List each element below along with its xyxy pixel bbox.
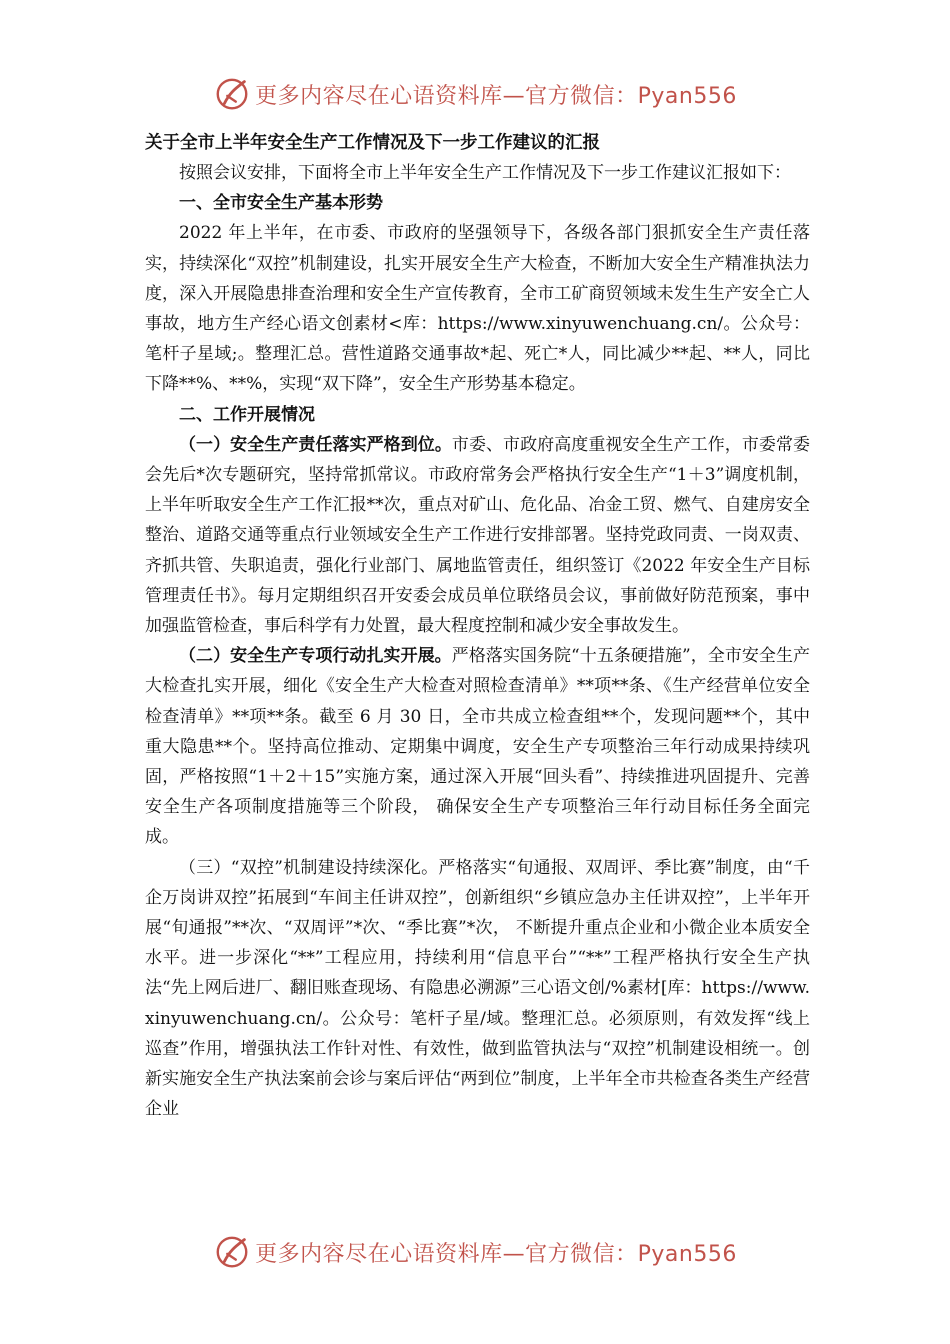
document-title: 关于全市上半年安全生产工作情况及下一步工作建议的汇报 — [145, 133, 600, 153]
brand-logo-icon — [213, 1233, 251, 1271]
item-2-body: 严格落实国务院“十五条硬措施”，全市安全生产大检查扎实开展，细化《安全生产大检查对照检查清单》**项**条、《生产经营单位安全检查清单》**项**条。截至 6 月 30 日，全市共成立检查组**个，发现问题**个，其中重大隐患**个。坚持高位推动、定期集中调度，安全生产专项整治三年行动成果持续巩固，严格按照“1＋2＋15”实施方案，通过深入开展“回头看”、持续推进巩固提升、完善安全生产各项制度措施等三个阶段， 确保安全生产专项整治三年行动目标任务全面完成。 — [145, 646, 810, 848]
item-2-lead: （二）安全生产专项行动扎实开展。 — [179, 646, 452, 667]
header-watermark-banner — [0, 72, 950, 116]
section-1-heading: 一、全市安全生产基本形势 — [179, 193, 383, 214]
item-1-lead: （一）安全生产责任落实严格到位。 — [179, 434, 452, 455]
footer-watermark-banner — [0, 1230, 950, 1274]
banner-text: 更多内容尽在心语资料库—官方微信：Pyan556 — [255, 1241, 737, 1267]
section-1-paragraph: 2022 年上半年，在市委、市政府的坚强领导下，各级各部门狠抓安全生产责任落实，持续深化“双控”机制建设，扎实开展安全生产大检查，不断加大安全生产精准执法力度，深入开展隐患排查治理和安全生产宣传教育，全市工矿商贸领域未发生生产安全亡人事故，地方生产经心语文创素材<库：https://www.xinyuwenchuang.cn/。公众号：笔杆子星域;。整理汇总。营性道路交通事故*起、死亡*人，同比减少**起、**人，同比下降**%、**%，实现“双下降”，安全生产形势基本稳定。 — [145, 223, 810, 395]
item-2-paragraph — [145, 641, 810, 852]
section-2-heading: 二、工作开展情况 — [179, 404, 315, 425]
brand-logo-icon — [213, 75, 251, 113]
item-3-paragraph: （三）“双控”机制建设持续深化。严格落实“旬通报、双周评、季比赛”制度，由“千企万岗讲双控”拓展到“车间主任讲双控”，创新组织“乡镇应急办主任讲双控”，上半年开展“旬通报”**次、“双周评”*次、“季比赛”*次， 不断提升重点企业和小微企业本质安全水平。进一步深化“**”工程应用，持续利用“信息平台”“**”工程严格执行安全生产执法“先上网后进厂、翻旧账查现场、有隐患必溯源”三心语文创/%素材[库：https://www.xinyuwenchuang.cn/。公众号：笔杆子星/域。整理汇总。必须原则，有效发挥“线上巡查”作用，增强执法工作针对性、有效性，做到监管执法与“双控”机制建设相统一。创新实施安全生产执法案前会诊与案后评估“两到位”制度，上半年全市共检查各类生产经营企业 — [145, 857, 810, 1120]
item-1-body: 市委、市政府高度重视安全生产工作，市委常委会先后*次专题研究，坚持常抓常议。市政府常务会严格执行安全生产“1＋3”调度机制，上半年听取安全生产工作汇报**次，重点对矿山、危化品、冶金工贸、燃气、自建房安全整治、道路交通等重点行业领域安全生产工作进行安排部署。坚持党政同责、一岗双责、齐抓共管、失职追责，强化行业部门、属地监管责任，组织签订《2022 年安全生产目标管理责任书》。每月定期组织召开安委会成员单位联络员会议，事前做好防范预案，事中加强监管检查，事后科学有力处置，最大程度控制和减少安全事故发生。 — [145, 434, 811, 637]
document-body — [145, 128, 810, 1125]
banner-text: 更多内容尽在心语资料库—官方微信：Pyan556 — [255, 83, 737, 109]
intro-paragraph: 按照会议安排，下面将全市上半年安全生产工作情况及下一步工作建议汇报如下： — [179, 163, 791, 183]
item-1-paragraph — [145, 430, 810, 641]
